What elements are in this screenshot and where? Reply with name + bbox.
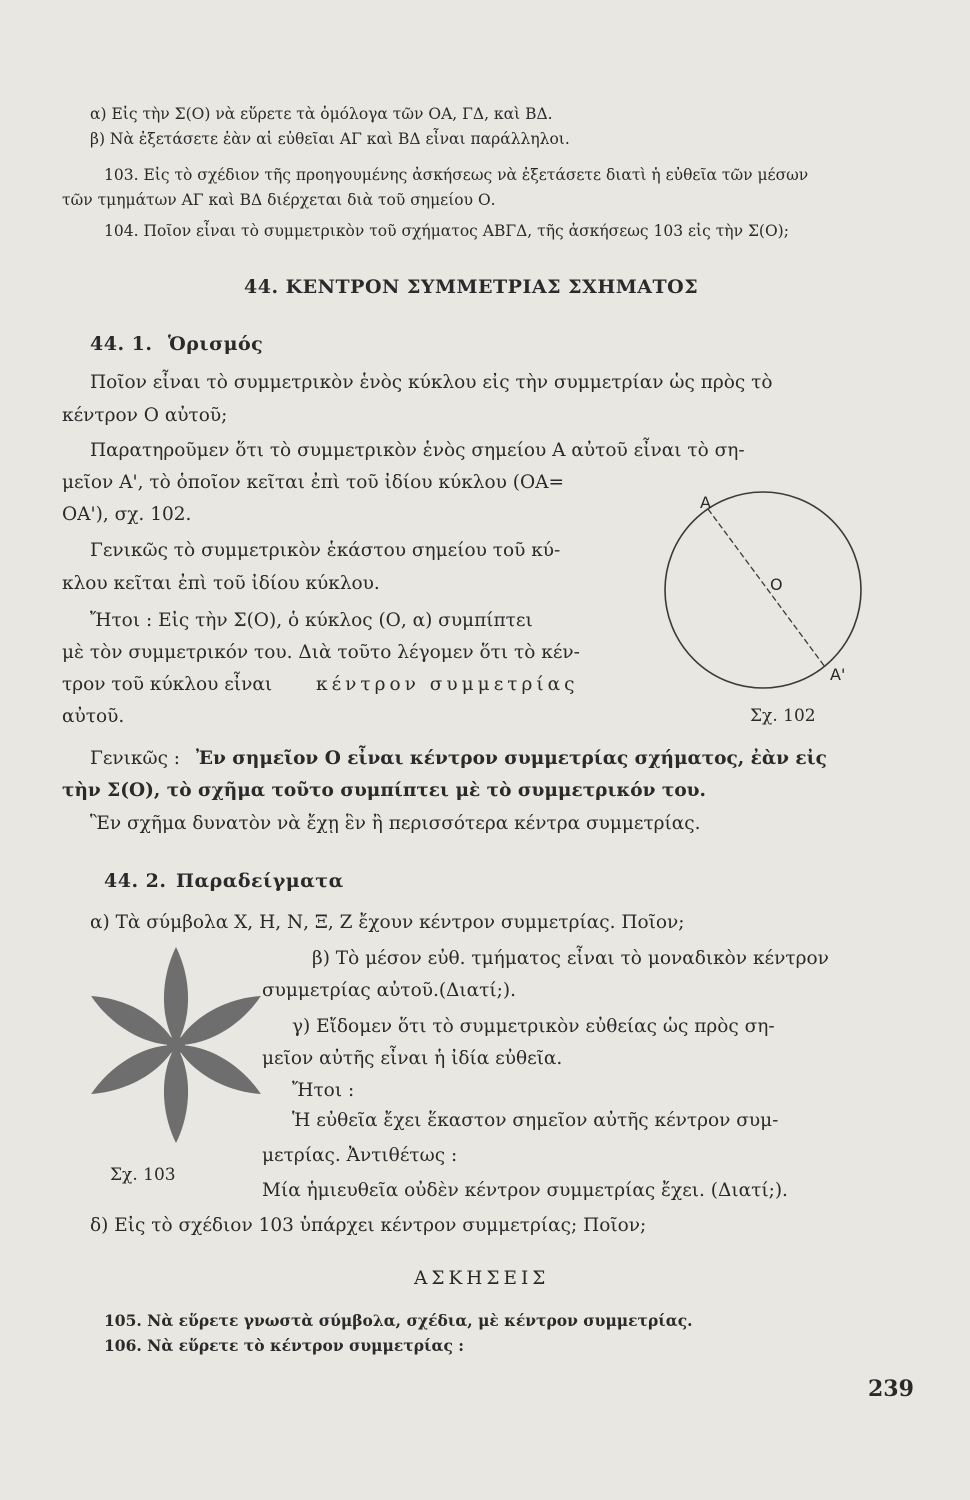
exercise-line: τῶν τμημάτων ΑΓ καὶ ΒΔ διέρχεται διὰ τοῦ σημείου Ο. [62,191,496,209]
text-line: μετρίας. Ἀντιθέτως : [262,1145,458,1166]
point-o-label: Ο [770,575,783,594]
flower-figure-103 [76,945,276,1145]
spaced-term: κέντρον συμμετρίας [316,674,579,695]
text-line: Ἡ εὐθεῖα ἔχει ἕκαστον σημεῖον αὐτῆς κέντρον συμ- [292,1110,779,1131]
text-line: Μία ἡμιευθεῖα οὐδὲν κέντρον συμμετρίας ἔχει. (Διατί;). [262,1180,788,1201]
circle-figure-102 [660,490,890,710]
text-line: μὲ τὸν συμμετρικόν του. Διὰ τοῦτο λέγομεν ὅτι τὸ κέν- [62,642,580,663]
exercise-line: α) Εἰς τὴν Σ(Ο) νὰ εὕρετε τὰ ὁμόλογα τῶν ΟΑ, ΓΔ, καὶ ΒΔ. [90,105,553,123]
subsection-number: 44. 2. [104,870,167,892]
figure-103-caption: Σχ. 103 [110,1165,176,1185]
text-line: τρον τοῦ κύκλου εἶναι [62,674,273,695]
definition-bold: Ἐν σημεῖον Ο εἶναι κέντρον συμμετρίας σχήματος, ἐὰν εἰς [196,748,827,769]
text-line: Γενικῶς τὸ συμμετρικὸν ἑκάστου σημείου τοῦ κύ- [90,540,561,561]
exercise-line: β) Νὰ ἐξετάσετε ἐὰν αἱ εὐθεῖαι ΑΓ καὶ ΒΔ εἶναι παράλληλοι. [90,130,570,148]
petal [164,947,188,1045]
point-a-prime-label: Α' [830,665,846,684]
exercise-line: 103. Εἰς τὸ σχέδιον τῆς προηγουμένης ἀσκήσεως νὰ ἐξετάσετε διατὶ ἡ εὐθεῖα τῶν μέσων [104,166,809,184]
text-line: κέντρον Ο αὐτοῦ; [62,405,228,426]
text-line: Παρατηροῦμεν ὅτι τὸ συμμετρικὸν ἑνὸς σημείου Α αὐτοῦ εἶναι τὸ ση- [90,440,745,461]
diameter-line [708,509,825,667]
text-line: κλου κεῖται ἐπὶ τοῦ ἰδίου κύκλου. [62,573,380,594]
text-line: αὐτοῦ. [62,706,125,727]
definition-bold: τὴν Σ(Ο), τὸ σχῆμα τοῦτο συμπίπτει μὲ τὸ συμμετρικόν του. [62,780,706,801]
subsection-title: Παραδείγματα [176,870,344,892]
text-line: β) Τὸ μέσον εὐθ. τμήματος εἶναι τὸ μοναδικὸν κέντρον [312,948,829,969]
petal [164,1045,188,1143]
exercise-item: 105. Νὰ εὕρετε γνωστὰ σύμβολα, σχέδια, μὲ κέντρον συμμετρίας. [104,1311,693,1330]
subsection-title: Ὁρισμός [168,333,264,355]
text-line: Ἤτοι : Εἰς τὴν Σ(Ο), ὁ κύκλος (Ο, α) συμπίπτει [90,610,533,631]
section-title: 44. ΚΕΝΤΡΟΝ ΣΥΜΜΕΤΡΙΑΣ ΣΧΗΜΑΤΟΣ [244,276,699,298]
text-line: α) Τὰ σύμβολα Χ, Η, Ν, Ξ, Ζ ἔχουν κέντρον συμμετρίας. Ποῖον; [90,912,685,933]
text-line: ΟΑ'), σχ. 102. [62,504,192,525]
exercises-title: ΑΣΚΗΣΕΙΣ [414,1268,550,1289]
point-a-label: Α [700,493,711,512]
text-line: συμμετρίας αὐτοῦ.(Διατί;). [262,980,516,1001]
note-line: Ἓν σχῆμα δυνατὸν νὰ ἔχῃ ἓν ἢ περισσότερα κέντρα συμμετρίας. [90,813,701,834]
text-line: Ποῖον εἶναι τὸ συμμετρικὸν ἑνὸς κύκλου εἰς τὴν συμμετρίαν ὡς πρὸς τὸ [90,372,773,393]
text-line: μεῖον αὐτῆς εἶναι ἡ ἰδία εὐθεῖα. [262,1048,563,1069]
circle [665,492,861,688]
figure-102-caption: Σχ. 102 [750,706,816,726]
text-line: δ) Εἰς τὸ σχέδιον 103 ὑπάρχει κέντρον συμμετρίας; Ποῖον; [90,1215,647,1236]
page-number: 239 [868,1376,914,1402]
text-line: γ) Εἴδομεν ὅτι τὸ συμμετρικὸν εὐθείας ὡς πρὸς ση- [292,1016,775,1037]
exercise-line: 104. Ποῖον εἶναι τὸ συμμετρικὸν τοῦ σχήματος ΑΒΓΔ, τῆς ἀσκήσεως 103 εἰς τὴν Σ(Ο); [104,222,789,240]
general-prefix: Γενικῶς : [90,748,181,769]
exercise-item: 106. Νὰ εὕρετε τὸ κέντρον συμμετρίας : [104,1336,464,1355]
subsection-number: 44. 1. [90,333,153,355]
text-line: μεῖον Α', τὸ ὁποῖον κεῖται ἐπὶ τοῦ ἰδίου κύκλου (ΟΑ= [62,472,565,493]
flower-center [167,1036,185,1054]
text-line: Ἤτοι : [292,1080,355,1101]
